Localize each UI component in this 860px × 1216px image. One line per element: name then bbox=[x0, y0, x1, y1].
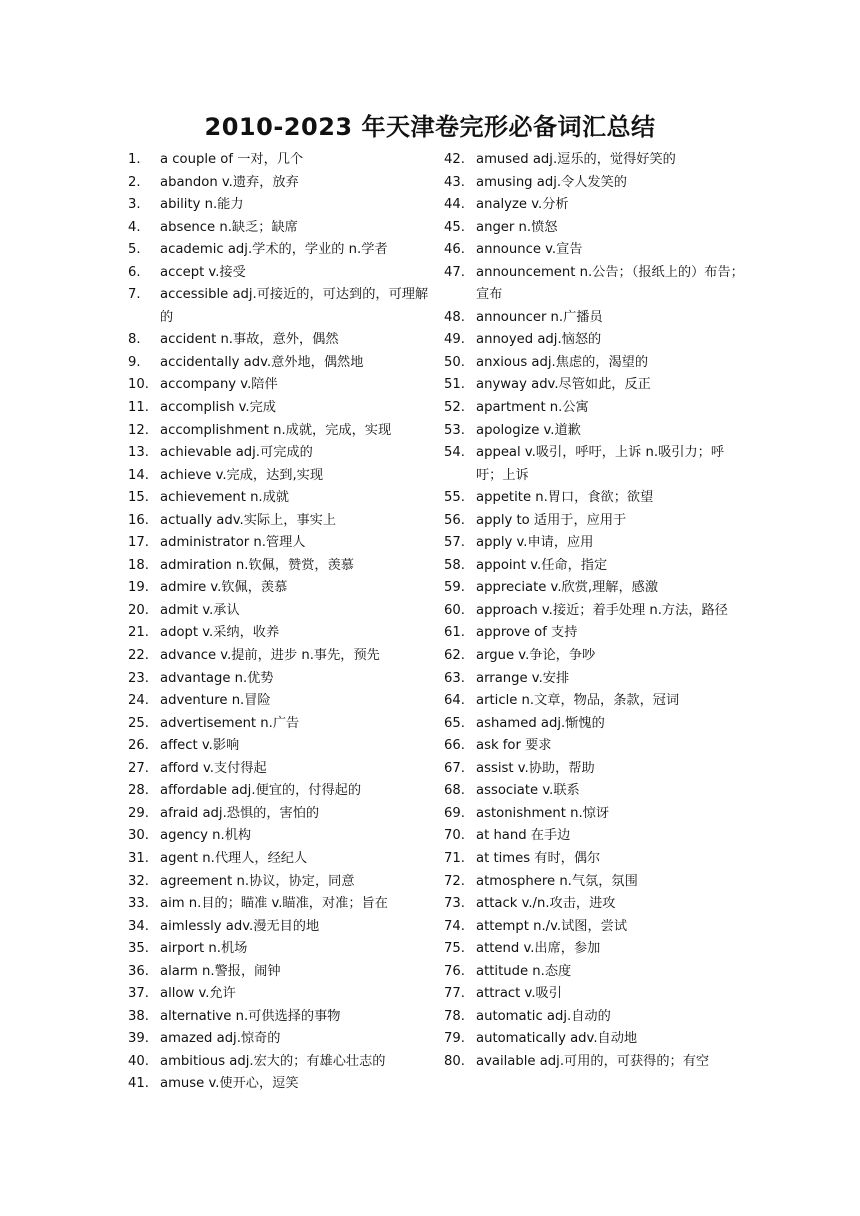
entry-text: agent n.代理人，经纪人 bbox=[160, 850, 308, 866]
vocab-entry bbox=[444, 239, 744, 262]
vocab-entry bbox=[444, 803, 744, 826]
vocab-entry bbox=[128, 983, 438, 1006]
vocab-entry bbox=[444, 1028, 744, 1051]
entry-number: 46. bbox=[444, 242, 465, 258]
entry-number: 16. bbox=[128, 512, 149, 528]
entry-number: 13. bbox=[128, 445, 149, 461]
entry-text: a couple of 一对，几个 bbox=[160, 152, 304, 167]
vocab-entry bbox=[444, 397, 744, 420]
entry-number: 51. bbox=[444, 377, 465, 393]
entry-text: available adj.可用的，可获得的；有空 bbox=[476, 1053, 710, 1069]
entry-text: argue v.争论，争吵 bbox=[476, 648, 596, 664]
entry-number: 30. bbox=[128, 828, 149, 844]
entry-number: 75. bbox=[444, 941, 465, 957]
vocab-entry bbox=[444, 374, 744, 397]
entry-text: administrator n.管理人 bbox=[160, 535, 306, 551]
entry-text: actually adv.实际上，事实上 bbox=[160, 512, 337, 528]
entry-text: affordable adj.便宜的，付得起的 bbox=[160, 783, 362, 799]
entry-number: 56. bbox=[444, 512, 465, 528]
entry-text: ashamed adj.惭愧的 bbox=[476, 715, 605, 731]
vocab-entry bbox=[128, 577, 438, 600]
vocab-entry bbox=[444, 172, 744, 195]
entry-number: 42. bbox=[444, 152, 465, 167]
entry-number: 14. bbox=[128, 467, 149, 483]
entry-number: 48. bbox=[444, 309, 465, 325]
entry-text: absence n.缺乏；缺席 bbox=[160, 219, 298, 235]
entry-number: 79. bbox=[444, 1031, 465, 1047]
entry-number: 64. bbox=[444, 693, 465, 709]
vocab-entry bbox=[444, 893, 744, 916]
entry-text: attack v./n.攻击，进攻 bbox=[476, 896, 616, 912]
entry-text: achieve v.完成，达到,实现 bbox=[160, 467, 324, 483]
entry-number: 63. bbox=[444, 670, 465, 686]
vocab-entry bbox=[128, 532, 438, 555]
vocab-entry bbox=[444, 961, 744, 984]
entry-number: 57. bbox=[444, 535, 465, 551]
vocab-entry bbox=[444, 622, 744, 645]
vocab-list-right bbox=[444, 149, 744, 1073]
entry-number: 40. bbox=[128, 1053, 149, 1069]
entry-number: 4. bbox=[128, 219, 141, 235]
vocab-entry bbox=[128, 239, 438, 262]
vocab-entry bbox=[444, 217, 744, 240]
entry-number: 19. bbox=[128, 580, 149, 596]
vocab-entry bbox=[444, 487, 744, 510]
vocab-entry bbox=[128, 194, 438, 217]
entry-text: airport n.机场 bbox=[160, 941, 248, 957]
entry-text: aimlessly adv.漫无目的地 bbox=[160, 918, 320, 934]
entry-text: abandon v.遗弃，放弃 bbox=[160, 174, 299, 190]
vocab-entry bbox=[128, 600, 438, 623]
vocab-entry bbox=[128, 961, 438, 984]
entry-number: 28. bbox=[128, 783, 149, 799]
entry-number: 77. bbox=[444, 986, 465, 1002]
entry-text: atmosphere n.气氛，氛围 bbox=[476, 873, 638, 889]
vocab-entry bbox=[444, 262, 744, 307]
entry-text: announce v.宣告 bbox=[476, 242, 583, 258]
entry-text: accidentally adv.意外地，偶然地 bbox=[160, 354, 364, 370]
entry-text: accessible adj.可接近的，可达到的，可理解的 bbox=[160, 287, 429, 325]
entry-text: attend v.出席，参加 bbox=[476, 941, 601, 957]
entry-text: associate v.联系 bbox=[476, 783, 580, 799]
vocab-entry bbox=[128, 329, 438, 352]
entry-number: 3. bbox=[128, 197, 141, 213]
entry-text: annoyed adj.恼怒的 bbox=[476, 332, 602, 348]
vocab-entry bbox=[444, 825, 744, 848]
entry-number: 27. bbox=[128, 760, 149, 776]
entry-text: admit v.承认 bbox=[160, 602, 240, 618]
vocab-entry bbox=[128, 1006, 438, 1029]
entry-number: 47. bbox=[444, 264, 465, 280]
vocab-entry bbox=[444, 442, 744, 487]
entry-text: amused adj.逗乐的，觉得好笑的 bbox=[476, 152, 676, 167]
vocab-entry bbox=[444, 600, 744, 623]
entry-number: 43. bbox=[444, 174, 465, 190]
vocab-entry bbox=[128, 622, 438, 645]
entry-number: 6. bbox=[128, 264, 141, 280]
entry-text: agreement n.协议，协定，同意 bbox=[160, 873, 355, 889]
entry-number: 72. bbox=[444, 873, 465, 889]
entry-number: 22. bbox=[128, 648, 149, 664]
entry-text: amuse v.使开心，逗笑 bbox=[160, 1076, 299, 1092]
entry-number: 52. bbox=[444, 400, 465, 416]
entry-number: 26. bbox=[128, 738, 149, 754]
entry-text: at hand 在手边 bbox=[476, 828, 571, 844]
entry-text: anxious adj.焦虑的，渴望的 bbox=[476, 354, 649, 370]
vocab-entry bbox=[444, 1006, 744, 1029]
entry-number: 38. bbox=[128, 1008, 149, 1024]
vocab-entry bbox=[128, 217, 438, 240]
entry-number: 68. bbox=[444, 783, 465, 799]
entry-number: 69. bbox=[444, 805, 465, 821]
vocab-entry bbox=[444, 690, 744, 713]
entry-text: appreciate v.欣赏,理解，感激 bbox=[476, 580, 659, 596]
vocab-entry bbox=[444, 329, 744, 352]
vocab-entry bbox=[128, 352, 438, 375]
entry-number: 21. bbox=[128, 625, 149, 641]
vocab-entry bbox=[444, 713, 744, 736]
entry-text: appetite n.胃口，食欲；欲望 bbox=[476, 490, 654, 506]
vocab-entry bbox=[128, 713, 438, 736]
vocab-entry bbox=[444, 848, 744, 871]
entry-text: amazed adj.惊奇的 bbox=[160, 1031, 281, 1047]
vocab-entry bbox=[128, 916, 438, 939]
entry-number: 58. bbox=[444, 557, 465, 573]
entry-text: automatically adv.自动地 bbox=[476, 1031, 638, 1047]
entry-text: adopt v.采纳，收养 bbox=[160, 625, 280, 641]
entry-number: 73. bbox=[444, 896, 465, 912]
entry-text: ability n.能力 bbox=[160, 197, 244, 213]
entry-number: 17. bbox=[128, 535, 149, 551]
vocab-entry bbox=[444, 352, 744, 375]
entry-text: ambitious adj.宏大的；有雄心壮志的 bbox=[160, 1053, 386, 1069]
entry-text: arrange v.安排 bbox=[476, 670, 570, 686]
vocab-entry bbox=[444, 668, 744, 691]
vocab-entry bbox=[444, 307, 744, 330]
entry-number: 25. bbox=[128, 715, 149, 731]
vocab-entry bbox=[128, 780, 438, 803]
entry-text: ask for 要求 bbox=[476, 738, 552, 754]
vocab-entry bbox=[444, 149, 744, 172]
vocab-entry bbox=[128, 465, 438, 488]
entry-text: announcer n.广播员 bbox=[476, 309, 603, 325]
entry-number: 54. bbox=[444, 445, 465, 461]
entry-text: achievable adj.可完成的 bbox=[160, 445, 313, 461]
entry-number: 33. bbox=[128, 896, 149, 912]
entry-text: at times 有时，偶尔 bbox=[476, 850, 601, 866]
entry-text: agency n.机构 bbox=[160, 828, 252, 844]
entry-text: amusing adj.令人发笑的 bbox=[476, 174, 627, 190]
entry-number: 23. bbox=[128, 670, 149, 686]
entry-text: accomplishment n.成就，完成，实现 bbox=[160, 422, 392, 438]
entry-number: 36. bbox=[128, 963, 149, 979]
entry-text: accompany v.陪伴 bbox=[160, 377, 278, 393]
vocab-entry bbox=[128, 1073, 438, 1096]
entry-text: advertisement n.广告 bbox=[160, 715, 300, 731]
entry-number: 74. bbox=[444, 918, 465, 934]
vocab-entry bbox=[128, 1028, 438, 1051]
vocab-entry bbox=[128, 803, 438, 826]
vocab-entry bbox=[128, 487, 438, 510]
entry-text: accomplish v.完成 bbox=[160, 400, 276, 416]
vocab-entry bbox=[444, 1051, 744, 1074]
entry-text: alarm n.警报，闹钟 bbox=[160, 963, 281, 979]
vocab-entry bbox=[128, 284, 438, 329]
entry-text: approve of 支持 bbox=[476, 625, 578, 641]
entry-number: 18. bbox=[128, 557, 149, 573]
entry-number: 65. bbox=[444, 715, 465, 731]
entry-text: academic adj.学术的，学业的 n.学者 bbox=[160, 242, 388, 258]
entry-number: 61. bbox=[444, 625, 465, 641]
vocab-entry bbox=[444, 510, 744, 533]
entry-number: 32. bbox=[128, 873, 149, 889]
entry-number: 70. bbox=[444, 828, 465, 844]
vocab-entry bbox=[128, 668, 438, 691]
entry-text: appeal v.吸引，呼吁，上诉 n.吸引力；呼吁；上诉 bbox=[476, 445, 725, 483]
vocab-entry bbox=[128, 893, 438, 916]
entry-text: affect v.影响 bbox=[160, 738, 240, 754]
entry-number: 76. bbox=[444, 963, 465, 979]
entry-number: 34. bbox=[128, 918, 149, 934]
vocab-entry bbox=[444, 735, 744, 758]
entry-text: astonishment n.惊讶 bbox=[476, 805, 610, 821]
entry-number: 66. bbox=[444, 738, 465, 754]
entry-number: 35. bbox=[128, 941, 149, 957]
entry-number: 1. bbox=[128, 152, 141, 167]
entry-number: 12. bbox=[128, 422, 149, 438]
vocab-entry bbox=[444, 758, 744, 781]
vocab-entry bbox=[444, 916, 744, 939]
entry-text: apartment n.公寓 bbox=[476, 400, 589, 416]
entry-number: 10. bbox=[128, 377, 149, 393]
vocab-entry bbox=[128, 397, 438, 420]
entry-text: announcement n.公告；（报纸上的）布告；宣布 bbox=[476, 264, 744, 303]
entry-text: attitude n.态度 bbox=[476, 963, 572, 979]
entry-text: afford v.支付得起 bbox=[160, 760, 267, 776]
entry-text: article n.文章，物品，条款，冠词 bbox=[476, 693, 680, 709]
vocab-entry bbox=[444, 983, 744, 1006]
entry-number: 71. bbox=[444, 850, 465, 866]
entry-text: automatic adj.自动的 bbox=[476, 1008, 611, 1024]
vocab-entry bbox=[128, 848, 438, 871]
entry-number: 29. bbox=[128, 805, 149, 821]
entry-number: 60. bbox=[444, 602, 465, 618]
vocab-entry bbox=[444, 194, 744, 217]
entry-number: 59. bbox=[444, 580, 465, 596]
entry-text: accident n.事故，意外，偶然 bbox=[160, 332, 339, 348]
entry-text: alternative n.可供选择的事物 bbox=[160, 1008, 341, 1024]
entry-number: 53. bbox=[444, 422, 465, 438]
vocab-entry bbox=[128, 758, 438, 781]
entry-number: 62. bbox=[444, 648, 465, 664]
entry-number: 15. bbox=[128, 490, 149, 506]
entry-text: apologize v.道歉 bbox=[476, 422, 581, 438]
entry-text: assist v.协助，帮助 bbox=[476, 760, 595, 776]
entry-text: anyway adv.尽管如此，反正 bbox=[476, 377, 651, 393]
entry-text: approach v.接近；着手处理 n.方法，路径 bbox=[476, 602, 728, 618]
entry-number: 44. bbox=[444, 197, 465, 213]
entry-number: 9. bbox=[128, 354, 141, 370]
entry-text: attract v.吸引 bbox=[476, 986, 562, 1002]
entry-text: apply v.申请，应用 bbox=[476, 535, 594, 551]
entry-number: 67. bbox=[444, 760, 465, 776]
entry-text: afraid adj.恐惧的，害怕的 bbox=[160, 805, 320, 821]
entry-text: advance v.提前，进步 n.事先，预先 bbox=[160, 648, 380, 664]
vocab-entry bbox=[128, 871, 438, 894]
entry-number: 31. bbox=[128, 850, 149, 866]
entry-number: 50. bbox=[444, 354, 465, 370]
entry-text: appoint v.任命，指定 bbox=[476, 557, 608, 573]
entry-text: anger n.愤怒 bbox=[476, 219, 558, 235]
entry-number: 8. bbox=[128, 332, 141, 348]
entry-number: 80. bbox=[444, 1053, 465, 1069]
entry-text: adventure n.冒险 bbox=[160, 693, 271, 709]
document-title: 2010-2023 年天津卷完形必备词汇总结 bbox=[204, 113, 656, 141]
entry-number: 41. bbox=[128, 1076, 149, 1092]
vocab-entry bbox=[128, 555, 438, 578]
entry-number: 24. bbox=[128, 693, 149, 709]
vocab-entry bbox=[128, 690, 438, 713]
entry-text: admire v.钦佩，羡慕 bbox=[160, 580, 288, 596]
entry-text: admiration n.钦佩，赞赏，羡慕 bbox=[160, 557, 354, 573]
vocab-entry bbox=[128, 420, 438, 443]
vocab-entry bbox=[128, 149, 438, 172]
vocab-entry bbox=[444, 645, 744, 668]
entry-text: aim n.目的；瞄准 v.瞄准，对准；旨在 bbox=[160, 896, 388, 912]
vocab-entry bbox=[128, 645, 438, 668]
vocab-entry bbox=[444, 938, 744, 961]
entry-text: advantage n.优势 bbox=[160, 670, 274, 686]
vocab-entry bbox=[444, 532, 744, 555]
vocab-entry bbox=[128, 374, 438, 397]
vocab-entry bbox=[444, 420, 744, 443]
vocab-entry bbox=[128, 938, 438, 961]
entry-number: 39. bbox=[128, 1031, 149, 1047]
vocab-entry bbox=[444, 577, 744, 600]
vocab-entry bbox=[128, 262, 438, 285]
entry-number: 37. bbox=[128, 986, 149, 1002]
entry-number: 45. bbox=[444, 219, 465, 235]
entry-number: 78. bbox=[444, 1008, 465, 1024]
entry-text: attempt n./v.试图，尝试 bbox=[476, 918, 628, 934]
entry-number: 7. bbox=[128, 287, 141, 303]
vocab-entry bbox=[444, 871, 744, 894]
vocab-entry bbox=[128, 825, 438, 848]
entry-number: 2. bbox=[128, 174, 141, 190]
entry-number: 20. bbox=[128, 602, 149, 618]
vocab-entry bbox=[128, 510, 438, 533]
entry-text: analyze v.分析 bbox=[476, 197, 569, 213]
vocab-list-left bbox=[128, 149, 438, 1096]
entry-number: 11. bbox=[128, 400, 149, 416]
entry-number: 49. bbox=[444, 332, 465, 348]
entry-text: allow v.允许 bbox=[160, 986, 236, 1002]
vocab-entry bbox=[128, 442, 438, 465]
entry-number: 5. bbox=[128, 242, 141, 258]
vocab-entry bbox=[444, 780, 744, 803]
entry-text: achievement n.成就 bbox=[160, 490, 289, 506]
vocab-entry bbox=[444, 555, 744, 578]
entry-text: accept v.接受 bbox=[160, 264, 246, 280]
entry-number: 55. bbox=[444, 490, 465, 506]
vocab-entry bbox=[128, 172, 438, 195]
entry-text: apply to 适用于，应用于 bbox=[476, 512, 627, 528]
vocab-entry bbox=[128, 1051, 438, 1074]
vocab-entry bbox=[128, 735, 438, 758]
